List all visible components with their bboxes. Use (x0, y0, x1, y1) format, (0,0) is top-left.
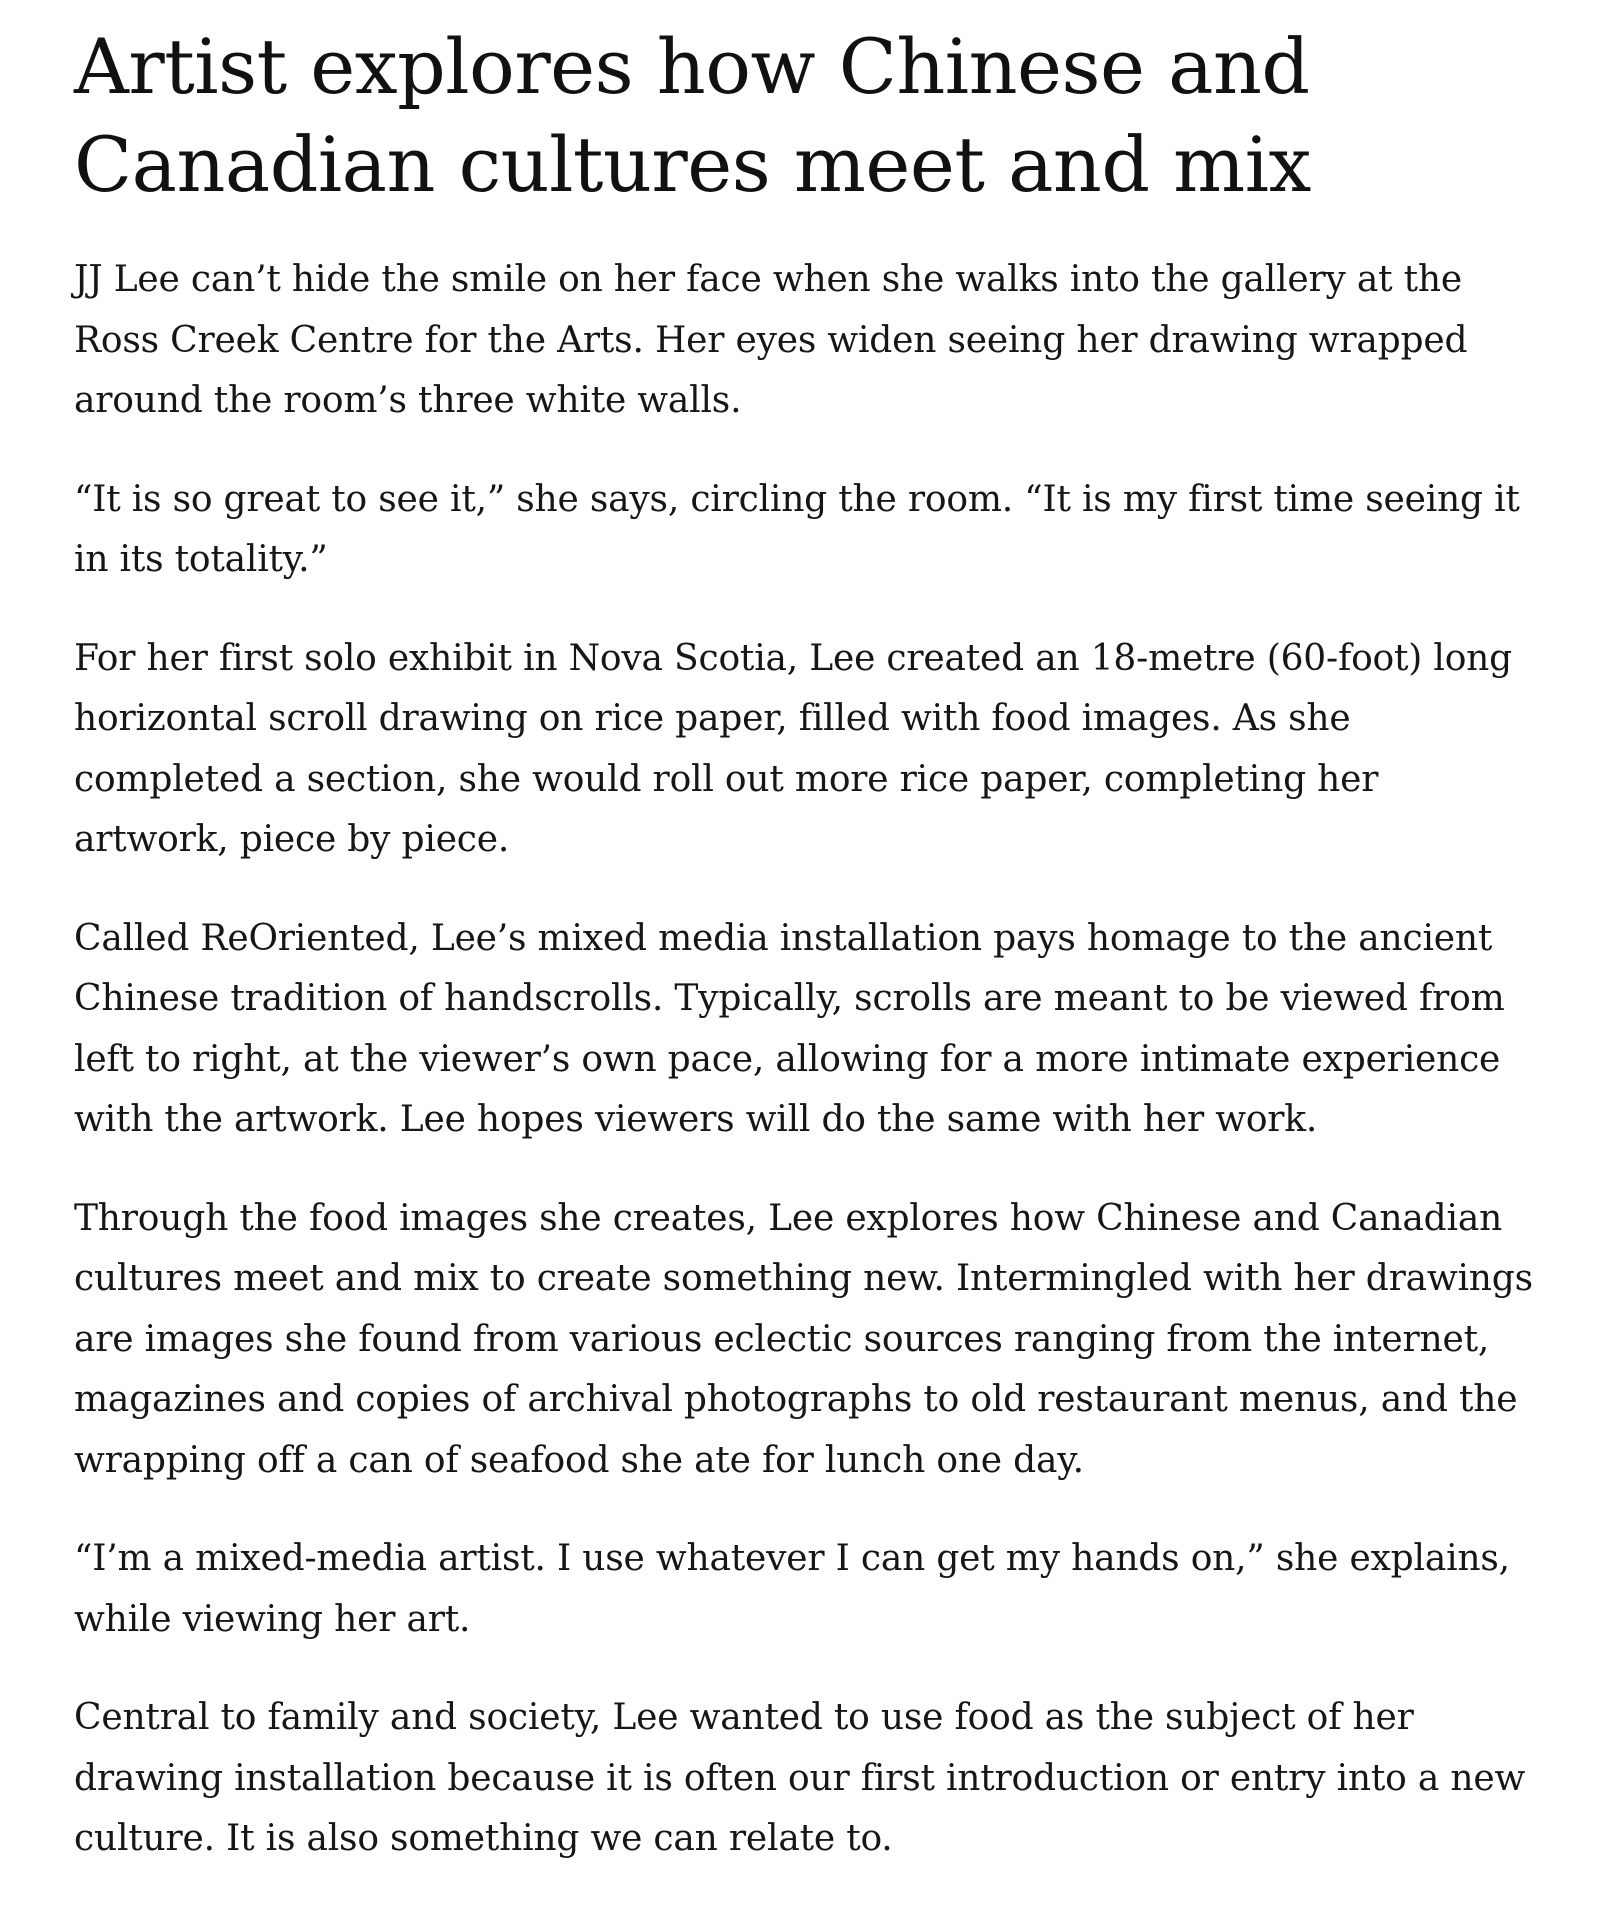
paragraph-6: “I’m a mixed-media artist. I use whatever I can get my hands on,” she explains, while viewing her art. (74, 1538, 1510, 1640)
paragraph-2: “It is so great to see it,” she says, circling the room. “It is my first time seeing it in its totality.” (74, 478, 1520, 580)
paragraph-1: JJ Lee can’t hide the smile on her face when she walks into the gallery at the Ross Creek Centre for the Arts. Her eyes widen seeing her drawing wrapped around the room’s three white walls. (74, 259, 1468, 421)
paragraph-3: For her first solo exhibit in Nova Scotia, Lee created an 18-metre (60-foot) long horizontal scroll drawing on rice paper, filled with food images. As she completed a section, she would roll out more rice paper, completing her artwork, piece by piece. (74, 637, 1513, 860)
article-body (74, 250, 1534, 1870)
paragraph-4: Called ReOriented, Lee’s mixed media installation pays homage to the ancient Chinese tradition of handscrolls. Typically, scrolls are meant to be viewed from left to right, at the viewer’s own pace, allowing for a more intimate experience with the artwork. Lee hopes viewers will do the same with her work. (74, 917, 1505, 1140)
article-headline: Artist explores how Chinese and Canadian cultures meet and mix (74, 22, 1311, 209)
paragraph-5: Through the food images she creates, Lee explores how Chinese and Canadian cultures meet and mix to create something new. Intermingled with her drawings are images she found from various eclectic sources ranging from the internet, magazines and copies of archival photographs to old restaurant menus, and the wrapping off a can of seafood she ate for lunch one day. (74, 1197, 1533, 1481)
paragraph-7: Central to family and society, Lee wanted to use food as the subject of her drawing installation because it is often our first introduction or entry into a new culture. It is also something we can relate to. (74, 1697, 1526, 1859)
article (74, 18, 1534, 1908)
